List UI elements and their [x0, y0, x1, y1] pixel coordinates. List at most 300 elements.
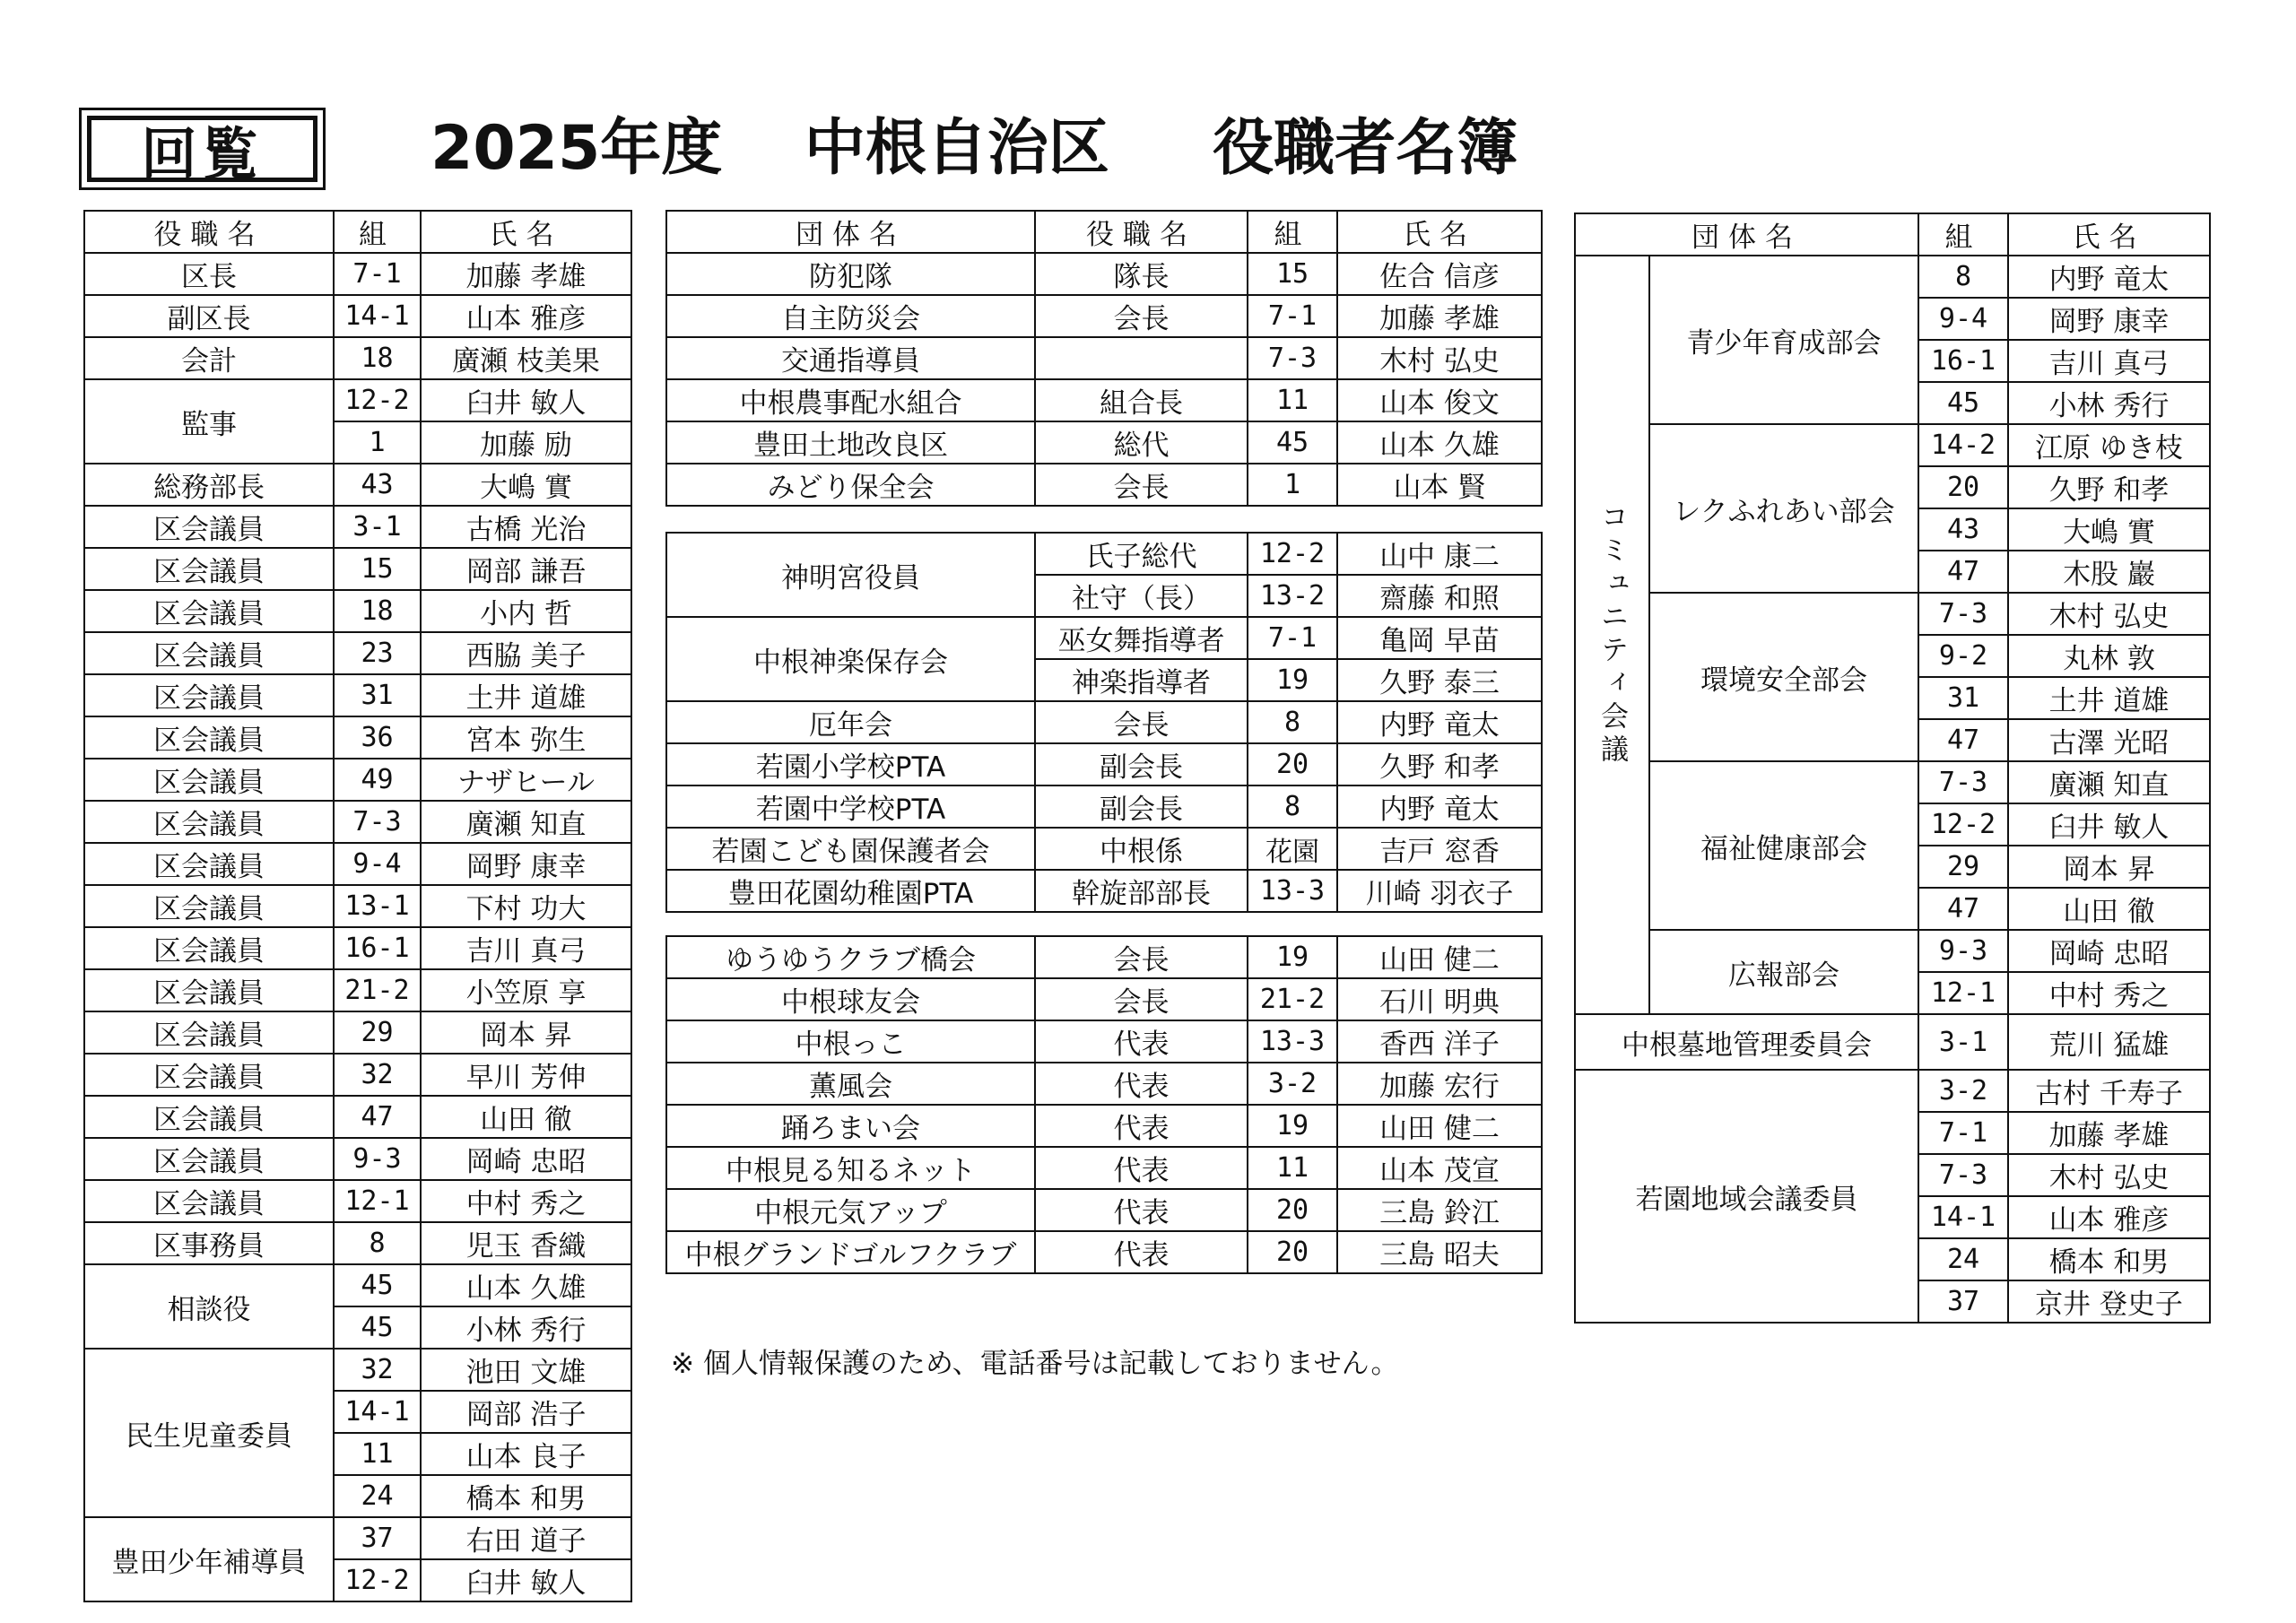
column-header-role: 役職名 [84, 211, 334, 253]
name-cell: 山田 徹 [421, 1096, 631, 1138]
table-row [84, 590, 631, 632]
org-cell: 交通指導員 [666, 337, 1035, 379]
role-cell: 区会議員 [84, 1011, 334, 1054]
kumi-cell: 18 [334, 337, 421, 379]
community-section-label: コミュニティ会議 [1575, 256, 1649, 1014]
name-cell: 加藤 宏行 [1337, 1063, 1542, 1105]
table-row [84, 1349, 631, 1391]
name-cell: 吉川 真弓 [421, 927, 631, 969]
kumi-cell: 49 [334, 759, 421, 801]
kumi-cell: 24 [334, 1475, 421, 1517]
org-cell: 中根神楽保存会 [666, 617, 1035, 701]
table-header-row [666, 211, 1542, 253]
kumi-cell: 7-3 [334, 801, 421, 843]
table-row [666, 785, 1542, 828]
kumi-cell: 19 [1248, 1105, 1337, 1147]
name-cell: 川崎 羽衣子 [1337, 870, 1542, 912]
wakazono-committee: 若園地域会議委員 [1575, 1070, 1918, 1323]
kumi-cell: 45 [334, 1264, 421, 1306]
name-cell: 加藤 孝雄 [421, 253, 631, 295]
role-cell: 巫女舞指導者 [1035, 617, 1248, 659]
role-cell: 会長 [1035, 978, 1248, 1020]
table-row [84, 337, 631, 379]
table-row [1575, 256, 2210, 298]
kumi-cell: 3-2 [1918, 1070, 2008, 1112]
kumi-cell: 12-2 [334, 1559, 421, 1601]
kumi-cell: 20 [1248, 743, 1337, 785]
role-cell: 総務部長 [84, 464, 334, 506]
name-cell: 内野 竜太 [1337, 785, 1542, 828]
role-cell: 隊長 [1035, 253, 1248, 295]
table-row [666, 337, 1542, 379]
table-row [84, 1096, 631, 1138]
name-cell: 廣瀬 知直 [2008, 761, 2210, 803]
name-cell: 小内 哲 [421, 590, 631, 632]
table-row [666, 421, 1542, 464]
table-row [84, 969, 631, 1011]
name-cell: 久野 和孝 [1337, 743, 1542, 785]
kumi-cell: 32 [334, 1054, 421, 1096]
name-cell: 臼井 敏人 [2008, 803, 2210, 846]
kumi-cell: 7-3 [1918, 1154, 2008, 1196]
kumi-cell: 7-1 [1918, 1112, 2008, 1154]
name-cell: 山本 久雄 [1337, 421, 1542, 464]
column-header-name: 氏名 [421, 211, 631, 253]
role-cell: 区会議員 [84, 590, 334, 632]
role-cell: 代表 [1035, 1063, 1248, 1105]
name-cell: 中村 秀之 [421, 1180, 631, 1222]
kumi-cell: 1 [334, 421, 421, 464]
name-cell: 岡野 康幸 [421, 843, 631, 885]
kumi-cell: 9-3 [334, 1138, 421, 1180]
name-cell: 木村 弘史 [2008, 593, 2210, 635]
role-cell: 総代 [1035, 421, 1248, 464]
name-cell: 岡野 康幸 [2008, 298, 2210, 340]
table-row [84, 927, 631, 969]
name-cell: 荒川 猛雄 [2008, 1014, 2210, 1070]
name-cell: 中村 秀之 [2008, 972, 2210, 1014]
table-row [84, 464, 631, 506]
subgroup-name: 福祉健康部会 [1649, 761, 1918, 930]
role-cell: 区会議員 [84, 674, 334, 716]
kumi-cell: 8 [334, 1222, 421, 1264]
name-cell: 山本 久雄 [421, 1264, 631, 1306]
org-cell: 若園中学校PTA [666, 785, 1035, 828]
table-row [84, 253, 631, 295]
kumi-cell: 47 [1918, 888, 2008, 930]
community-table [1574, 213, 2211, 1324]
name-cell: 石川 明典 [1337, 978, 1542, 1020]
kumi-cell: 12-1 [1918, 972, 2008, 1014]
org-cell: 豊田土地改良区 [666, 421, 1035, 464]
column-header-role: 役職名 [1035, 211, 1248, 253]
role-cell: 代表 [1035, 1189, 1248, 1231]
table-row [84, 1517, 631, 1559]
role-cell: 区会議員 [84, 927, 334, 969]
role-cell: 副会長 [1035, 743, 1248, 785]
table-row [84, 1180, 631, 1222]
kumi-cell: 7-1 [334, 253, 421, 295]
name-cell: 古村 千寿子 [2008, 1070, 2210, 1112]
table-row [666, 936, 1542, 978]
table-row [666, 1147, 1542, 1189]
kumi-cell: 47 [334, 1096, 421, 1138]
table-row [666, 870, 1542, 912]
role-cell: 区長 [84, 253, 334, 295]
role-cell: 区会議員 [84, 1180, 334, 1222]
name-cell: 内野 竜太 [2008, 256, 2210, 298]
name-cell: 大嶋 實 [421, 464, 631, 506]
column-header-org: 団体名 [666, 211, 1035, 253]
kumi-cell: 3-1 [334, 506, 421, 548]
name-cell: 池田 文雄 [421, 1349, 631, 1391]
table-row [666, 295, 1542, 337]
table-row [1575, 593, 2210, 635]
org-cell: 中根っこ [666, 1020, 1035, 1063]
kumi-cell: 11 [1248, 1147, 1337, 1189]
org-cell: 豊田花園幼稚園PTA [666, 870, 1035, 912]
kumi-cell: 7-3 [1918, 761, 2008, 803]
groups-table-2 [665, 532, 1543, 913]
column-header-org: 団体名 [1575, 213, 1918, 256]
kumi-cell: 43 [1918, 508, 2008, 551]
name-cell: 古澤 光昭 [2008, 719, 2210, 761]
org-cell: みどり保全会 [666, 464, 1035, 506]
role-cell: 副会長 [1035, 785, 1248, 828]
name-cell: 廣瀬 枝美果 [421, 337, 631, 379]
kumi-cell: 12-2 [334, 379, 421, 421]
kumi-cell: 31 [1918, 677, 2008, 719]
name-cell: 江原 ゆき枝 [2008, 424, 2210, 466]
kumi-cell: 20 [1248, 1231, 1337, 1273]
name-cell: ナザヒール [421, 759, 631, 801]
kumi-cell: 19 [1248, 659, 1337, 701]
org-cell: 厄年会 [666, 701, 1035, 743]
org-cell: 中根農事配水組合 [666, 379, 1035, 421]
name-cell: 山本 良子 [421, 1433, 631, 1475]
kumi-cell: 9-3 [1918, 930, 2008, 972]
org-cell: 中根グランドゴルフクラブ [666, 1231, 1035, 1273]
name-cell: 大嶋 實 [2008, 508, 2210, 551]
kumi-cell: 16-1 [1918, 340, 2008, 382]
name-cell: 京井 登史子 [2008, 1280, 2210, 1323]
kumi-cell: 12-2 [1248, 533, 1337, 575]
kumi-cell: 8 [1248, 701, 1337, 743]
table-row [1575, 1070, 2210, 1112]
name-cell: 久野 和孝 [2008, 466, 2210, 508]
role-cell: 代表 [1035, 1105, 1248, 1147]
role-cell: 副区長 [84, 295, 334, 337]
name-cell: 岡本 昇 [2008, 846, 2210, 888]
kumi-cell: 20 [1918, 466, 2008, 508]
name-cell: 西脇 美子 [421, 632, 631, 674]
table-row [84, 843, 631, 885]
table-row [84, 1138, 631, 1180]
kumi-cell: 7-1 [1248, 295, 1337, 337]
table-row [84, 674, 631, 716]
officer-roster-table [83, 210, 632, 1602]
table-row [666, 701, 1542, 743]
table-row [84, 885, 631, 927]
role-cell: 代表 [1035, 1020, 1248, 1063]
name-cell: 岡本 昇 [421, 1011, 631, 1054]
name-cell: 山本 雅彦 [2008, 1196, 2210, 1238]
kumi-cell: 7-3 [1918, 593, 2008, 635]
role-cell [1035, 337, 1248, 379]
name-cell: 岡部 謙吾 [421, 548, 631, 590]
subgroup-name: 広報部会 [1649, 930, 1918, 1014]
table-row [666, 1189, 1542, 1231]
name-cell: 早川 芳伸 [421, 1054, 631, 1096]
kumi-cell: 9-2 [1918, 635, 2008, 677]
name-cell: 加藤 孝雄 [2008, 1112, 2210, 1154]
role-cell: 区会議員 [84, 1138, 334, 1180]
column-header-kumi: 組 [1918, 213, 2008, 256]
org-cell: 防犯隊 [666, 253, 1035, 295]
name-cell: 木股 巖 [2008, 551, 2210, 593]
org-cell: 踊ろまい会 [666, 1105, 1035, 1147]
role-cell: 区会議員 [84, 759, 334, 801]
kumi-cell: 3-1 [1918, 1014, 2008, 1070]
table-row [84, 1011, 631, 1054]
name-cell: 岡部 浩子 [421, 1391, 631, 1433]
org-cell: 自主防災会 [666, 295, 1035, 337]
name-cell: 山田 徹 [2008, 888, 2210, 930]
name-cell: 久野 泰三 [1337, 659, 1542, 701]
role-cell: 氏子総代 [1035, 533, 1248, 575]
kumi-cell: 23 [334, 632, 421, 674]
privacy-note: ※ 個人情報保護のため、電話番号は記載しておりません。 [671, 1348, 1399, 1380]
org-cell: 薫風会 [666, 1063, 1035, 1105]
table-row [84, 295, 631, 337]
kumi-cell: 8 [1918, 256, 2008, 298]
kumi-cell: 3-2 [1248, 1063, 1337, 1105]
name-cell: 臼井 敏人 [421, 1559, 631, 1601]
name-cell: 内野 竜太 [1337, 701, 1542, 743]
kumi-cell: 20 [1248, 1189, 1337, 1231]
table-row [666, 379, 1542, 421]
name-cell: 下村 功大 [421, 885, 631, 927]
org-cell: 若園こども園保護者会 [666, 828, 1035, 870]
role-cell: 会長 [1035, 464, 1248, 506]
table-row [666, 1063, 1542, 1105]
column-header-kumi: 組 [334, 211, 421, 253]
table-row [1575, 761, 2210, 803]
role-cell: 区事務員 [84, 1222, 334, 1264]
name-cell: 山本 賢 [1337, 464, 1542, 506]
role-cell: 民生児童委員 [84, 1349, 334, 1517]
subgroup-name: レクふれあい部会 [1649, 424, 1918, 593]
table-row [1575, 930, 2210, 972]
org-cell: ゆうゆうクラブ橋会 [666, 936, 1035, 978]
role-cell: 区会議員 [84, 969, 334, 1011]
name-cell: 吉川 真弓 [2008, 340, 2210, 382]
name-cell: 児玉 香織 [421, 1222, 631, 1264]
org-cell: 神明宮役員 [666, 533, 1035, 617]
org-cell: 中根球友会 [666, 978, 1035, 1020]
kumi-cell: 45 [1248, 421, 1337, 464]
kumi-cell: 15 [1248, 253, 1337, 295]
kumi-cell: 14-1 [334, 295, 421, 337]
role-cell: 会計 [84, 337, 334, 379]
name-cell: 臼井 敏人 [421, 379, 631, 421]
role-cell: 区会議員 [84, 506, 334, 548]
role-cell: 社守（長） [1035, 575, 1248, 617]
kumi-cell: 29 [334, 1011, 421, 1054]
kumi-cell: 37 [1918, 1280, 2008, 1323]
role-cell: 区会議員 [84, 1096, 334, 1138]
column-header-name: 氏名 [1337, 211, 1542, 253]
table-row [666, 464, 1542, 506]
table-row [84, 632, 631, 674]
name-cell: 古橋 光治 [421, 506, 631, 548]
name-cell: 山本 雅彦 [421, 295, 631, 337]
kumi-cell: 45 [334, 1306, 421, 1349]
kumi-cell: 15 [334, 548, 421, 590]
table-row [84, 801, 631, 843]
role-cell: 代表 [1035, 1231, 1248, 1273]
name-cell: 山田 健二 [1337, 1105, 1542, 1147]
kumi-cell: 11 [1248, 379, 1337, 421]
circulation-stamp [79, 108, 326, 190]
role-cell: 豊田少年補導員 [84, 1517, 334, 1601]
table-row [84, 1264, 631, 1306]
name-cell: 加藤 孝雄 [1337, 295, 1542, 337]
table-row [1575, 1014, 2210, 1070]
kumi-cell: 21-2 [1248, 978, 1337, 1020]
page-title: 2025年度 中根自治区 役職者名簿 [430, 113, 1518, 184]
table-header-row [1575, 213, 2210, 256]
table-row [666, 1105, 1542, 1147]
name-cell: 岡崎 忠昭 [2008, 930, 2210, 972]
table-row [666, 743, 1542, 785]
column-header-kumi: 組 [1248, 211, 1337, 253]
circulation-label: 回覧 [87, 116, 317, 182]
table-row [84, 716, 631, 759]
kumi-cell: 32 [334, 1349, 421, 1391]
groups-table-1 [665, 210, 1543, 507]
role-cell: 区会議員 [84, 632, 334, 674]
name-cell: 木村 弘史 [1337, 337, 1542, 379]
role-cell: 会長 [1035, 701, 1248, 743]
name-cell: 橋本 和男 [2008, 1238, 2210, 1280]
cemetery-committee: 中根墓地管理委員会 [1575, 1014, 1918, 1070]
name-cell: 吉戸 窓香 [1337, 828, 1542, 870]
name-cell: 小笠原 享 [421, 969, 631, 1011]
kumi-cell: 19 [1248, 936, 1337, 978]
name-cell: 木村 弘史 [2008, 1154, 2210, 1196]
kumi-cell: 7-1 [1248, 617, 1337, 659]
table-row [84, 548, 631, 590]
column-header-name: 氏名 [2008, 213, 2210, 256]
name-cell: 岡崎 忠昭 [421, 1138, 631, 1180]
table-row [84, 1054, 631, 1096]
kumi-cell: 8 [1248, 785, 1337, 828]
name-cell: 三島 鈴江 [1337, 1189, 1542, 1231]
table-row [666, 1020, 1542, 1063]
name-cell: 小林 秀行 [421, 1306, 631, 1349]
name-cell: 山田 健二 [1337, 936, 1542, 978]
name-cell: 小林 秀行 [2008, 382, 2210, 424]
kumi-cell: 1 [1248, 464, 1337, 506]
role-cell: 中根係 [1035, 828, 1248, 870]
name-cell: 土井 道雄 [2008, 677, 2210, 719]
role-cell: 神楽指導者 [1035, 659, 1248, 701]
kumi-cell: 21-2 [334, 969, 421, 1011]
role-cell: 相談役 [84, 1264, 334, 1349]
kumi-cell: 11 [334, 1433, 421, 1475]
name-cell: 三島 昭夫 [1337, 1231, 1542, 1273]
name-cell: 山本 茂宣 [1337, 1147, 1542, 1189]
kumi-cell: 花園 [1248, 828, 1337, 870]
kumi-cell: 43 [334, 464, 421, 506]
kumi-cell: 13-3 [1248, 870, 1337, 912]
kumi-cell: 14-2 [1918, 424, 2008, 466]
role-cell: 区会議員 [84, 716, 334, 759]
name-cell: 右田 道子 [421, 1517, 631, 1559]
role-cell: 代表 [1035, 1147, 1248, 1189]
table-row [84, 379, 631, 421]
subgroup-name: 青少年育成部会 [1649, 256, 1918, 424]
kumi-cell: 24 [1918, 1238, 2008, 1280]
kumi-cell: 47 [1918, 719, 2008, 761]
subgroup-name: 環境安全部会 [1649, 593, 1918, 761]
name-cell: 宮本 弥生 [421, 716, 631, 759]
kumi-cell: 7-3 [1248, 337, 1337, 379]
name-cell: 香西 洋子 [1337, 1020, 1542, 1063]
kumi-cell: 12-1 [334, 1180, 421, 1222]
kumi-cell: 45 [1918, 382, 2008, 424]
kumi-cell: 13-3 [1248, 1020, 1337, 1063]
role-cell: 監事 [84, 379, 334, 464]
org-cell: 中根元気アップ [666, 1189, 1035, 1231]
kumi-cell: 14-1 [1918, 1196, 2008, 1238]
name-cell: 山中 康二 [1337, 533, 1542, 575]
table-row [84, 1222, 631, 1264]
name-cell: 山本 俊文 [1337, 379, 1542, 421]
table-row [666, 617, 1542, 659]
role-cell: 会長 [1035, 936, 1248, 978]
role-cell: 区会議員 [84, 548, 334, 590]
table-row [1575, 424, 2210, 466]
table-header-row [84, 211, 631, 253]
groups-table-3 [665, 935, 1543, 1274]
kumi-cell: 29 [1918, 846, 2008, 888]
table-row [666, 253, 1542, 295]
table-row [666, 1231, 1542, 1273]
role-cell: 区会議員 [84, 885, 334, 927]
kumi-cell: 9-4 [1918, 298, 2008, 340]
name-cell: 亀岡 早苗 [1337, 617, 1542, 659]
kumi-cell: 16-1 [334, 927, 421, 969]
org-cell: 中根見る知るネット [666, 1147, 1035, 1189]
table-row [84, 759, 631, 801]
name-cell: 橋本 和男 [421, 1475, 631, 1517]
kumi-cell: 12-2 [1918, 803, 2008, 846]
table-row [84, 506, 631, 548]
name-cell: 加藤 励 [421, 421, 631, 464]
role-cell: 区会議員 [84, 1054, 334, 1096]
role-cell: 組合長 [1035, 379, 1248, 421]
name-cell: 佐合 信彦 [1337, 253, 1542, 295]
role-cell: 区会議員 [84, 801, 334, 843]
kumi-cell: 31 [334, 674, 421, 716]
role-cell: 区会議員 [84, 843, 334, 885]
kumi-cell: 13-1 [334, 885, 421, 927]
role-cell: 会長 [1035, 295, 1248, 337]
name-cell: 廣瀬 知直 [421, 801, 631, 843]
name-cell: 土井 道雄 [421, 674, 631, 716]
